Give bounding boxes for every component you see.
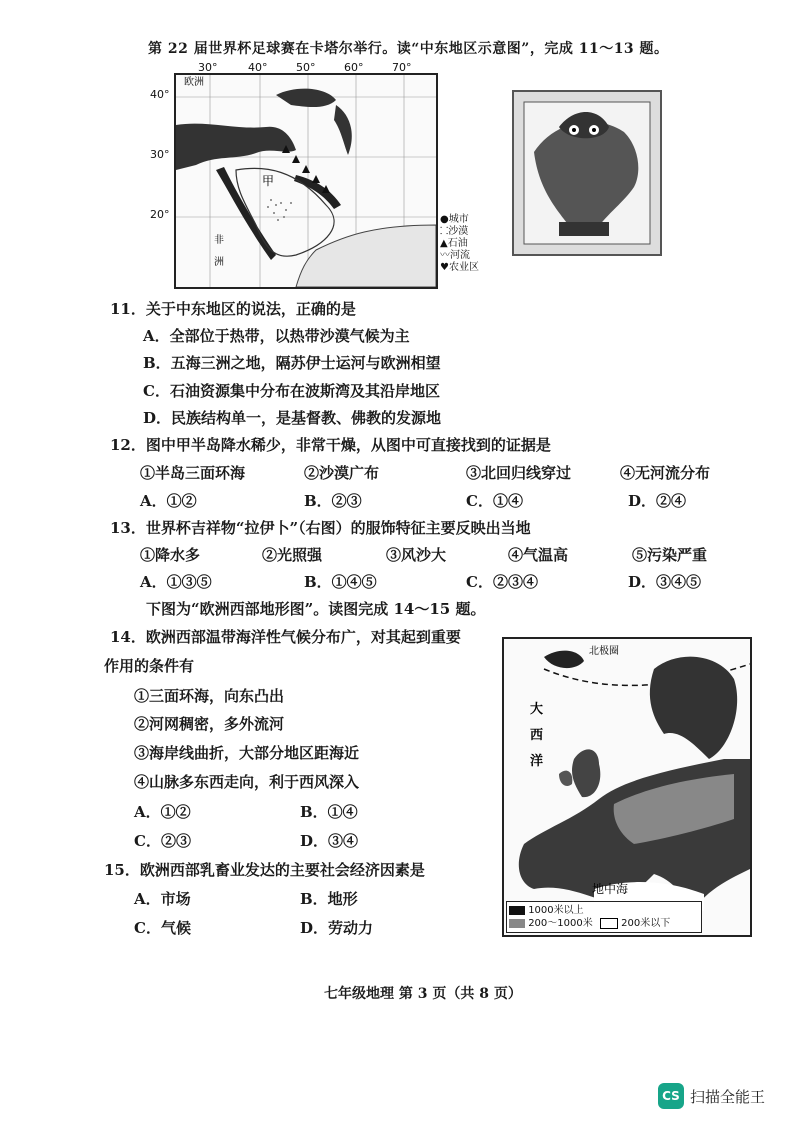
europe-map-drawing <box>504 639 750 935</box>
q12-option-a[interactable]: A．①② <box>140 492 197 510</box>
q13-item-2: ②光照强 <box>262 546 323 564</box>
europe-map <box>502 637 752 937</box>
q13-option-c[interactable]: C．②③④ <box>466 573 538 591</box>
q13-option-d[interactable]: D．③④⑤ <box>628 573 702 591</box>
page-footer: 七年级地理 第 3 页（共 8 页） <box>324 986 522 1002</box>
q11-option-d[interactable]: D．民族结构单一，是基督教、佛教的发源地 <box>143 409 442 427</box>
q12-item-2: ②沙漠广布 <box>304 464 380 482</box>
atlantic-xi: 西 <box>530 728 544 743</box>
atlantic-yang: 洋 <box>530 754 544 769</box>
q12-item-1: ①半岛三面环海 <box>140 464 246 482</box>
q13-item-3: ③风沙大 <box>386 546 447 564</box>
q15-option-a[interactable]: A．市场 <box>134 890 191 908</box>
q12-item-3: ③北回归线穿过 <box>466 464 572 482</box>
camscanner-logo-icon: CS <box>658 1083 684 1109</box>
q14-option-b[interactable]: B．①④ <box>300 803 358 821</box>
legend-city: ●城市 <box>440 214 469 225</box>
q12-stem: 12．图中甲半岛降水稀少，非常干燥，从图中可直接找到的证据是 <box>110 436 551 454</box>
oil-icon: ▲ <box>440 238 448 249</box>
lon-70: 70° <box>392 61 412 74</box>
q11-stem: 11．关于中东地区的说法，正确的是 <box>110 300 356 318</box>
jia-label: 甲 <box>262 174 275 188</box>
mid-swatch <box>509 919 525 928</box>
mediterranean-label: 地中海 <box>592 882 629 896</box>
mascot-picture <box>512 90 662 256</box>
q13-option-b[interactable]: B．①④⑤ <box>304 573 377 591</box>
city-icon: ● <box>440 214 449 225</box>
low-swatch <box>600 918 618 929</box>
q14-option-a[interactable]: A．①② <box>134 803 191 821</box>
q14-option-d[interactable]: D．③④ <box>300 832 359 850</box>
middle-east-legend <box>440 214 479 274</box>
q14-item-2: ②河网稠密，多外流河 <box>134 715 285 733</box>
q13-item-1: ①降水多 <box>140 546 201 564</box>
africa-label-2: 洲 <box>214 257 224 268</box>
q12-option-d[interactable]: D．②④ <box>628 492 687 510</box>
q12-item-4: ④无河流分布 <box>620 464 711 482</box>
lon-30: 30° <box>198 61 218 74</box>
q13-stem: 13．世界杯吉祥物“拉伊卜”（右图）的服饰特征主要反映出当地 <box>110 519 531 537</box>
section1-intro: 第 22 届世界杯足球赛在卡塔尔举行。读“中东地区示意图”，完成 11～13 题。 <box>148 41 669 57</box>
watermark <box>658 1082 765 1110</box>
africa-label-1: 非 <box>214 235 224 246</box>
europe-legend <box>506 901 702 933</box>
q15-option-c[interactable]: C．气候 <box>134 919 191 937</box>
q15-option-b[interactable]: B．地形 <box>300 890 358 908</box>
legend-oil: ▲石油 <box>440 238 468 249</box>
middle-east-map-drawing <box>176 75 436 287</box>
river-icon: 〰 <box>440 250 450 261</box>
q14-stem-line1: 14．欧洲西部温带海洋性气候分布广，对其起到重要 <box>110 628 461 646</box>
high-swatch <box>509 906 525 915</box>
q13-item-5: ⑤污染严重 <box>632 546 708 564</box>
lat-20: 20° <box>150 208 170 221</box>
middle-east-map <box>174 73 438 289</box>
watermark-text: 扫描全能王 <box>690 1087 766 1106</box>
q14-item-4: ④山脉多东西走向，利于西风深入 <box>134 773 360 791</box>
europe-label: 欧洲 <box>184 77 204 88</box>
q15-option-d[interactable]: D．劳动力 <box>300 919 374 937</box>
atlantic-da: 大 <box>530 702 544 717</box>
desert-icon: ⸬ <box>440 226 449 237</box>
q13-item-4: ④气温高 <box>508 546 569 564</box>
q12-option-b[interactable]: B．②③ <box>304 492 362 510</box>
q14-item-1: ①三面环海，向东凸出 <box>134 687 285 705</box>
q11-option-a[interactable]: A．全部位于热带，以热带沙漠气候为主 <box>143 327 410 345</box>
lon-60: 60° <box>344 61 364 74</box>
q14-stem-line2: 作用的条件有 <box>104 657 195 675</box>
q11-option-c[interactable]: C．石油资源集中分布在波斯湾及其沿岸地区 <box>143 382 440 400</box>
legend-desert: ⸬沙漠 <box>440 226 469 237</box>
mascot-drawing <box>514 92 660 254</box>
legend-river: 〰河流 <box>440 250 470 261</box>
legend-farm: ♥农业区 <box>440 262 479 273</box>
legend-mid-low: 200～1000米 200米以下 <box>509 917 699 930</box>
q12-option-c[interactable]: C．①④ <box>466 492 523 510</box>
q14-option-c[interactable]: C．②③ <box>134 832 191 850</box>
legend-high: 1000米以上 <box>509 904 699 917</box>
arctic-circle-label: 北极圈 <box>589 646 619 657</box>
q11-option-b[interactable]: B．五海三洲之地，隔苏伊士运河与欧洲相望 <box>143 354 441 372</box>
lat-40: 40° <box>150 88 170 101</box>
lon-40: 40° <box>248 61 268 74</box>
farm-icon: ♥ <box>440 262 449 273</box>
section2-intro: 下图为“欧洲西部地形图”。读图完成 14～15 题。 <box>146 600 486 618</box>
lat-30: 30° <box>150 148 170 161</box>
q14-item-3: ③海岸线曲折，大部分地区距海近 <box>134 744 360 762</box>
q15-stem: 15．欧洲西部乳畜业发达的主要社会经济因素是 <box>104 861 425 879</box>
q13-option-a[interactable]: A．①③⑤ <box>140 573 212 591</box>
lon-50: 50° <box>296 61 316 74</box>
